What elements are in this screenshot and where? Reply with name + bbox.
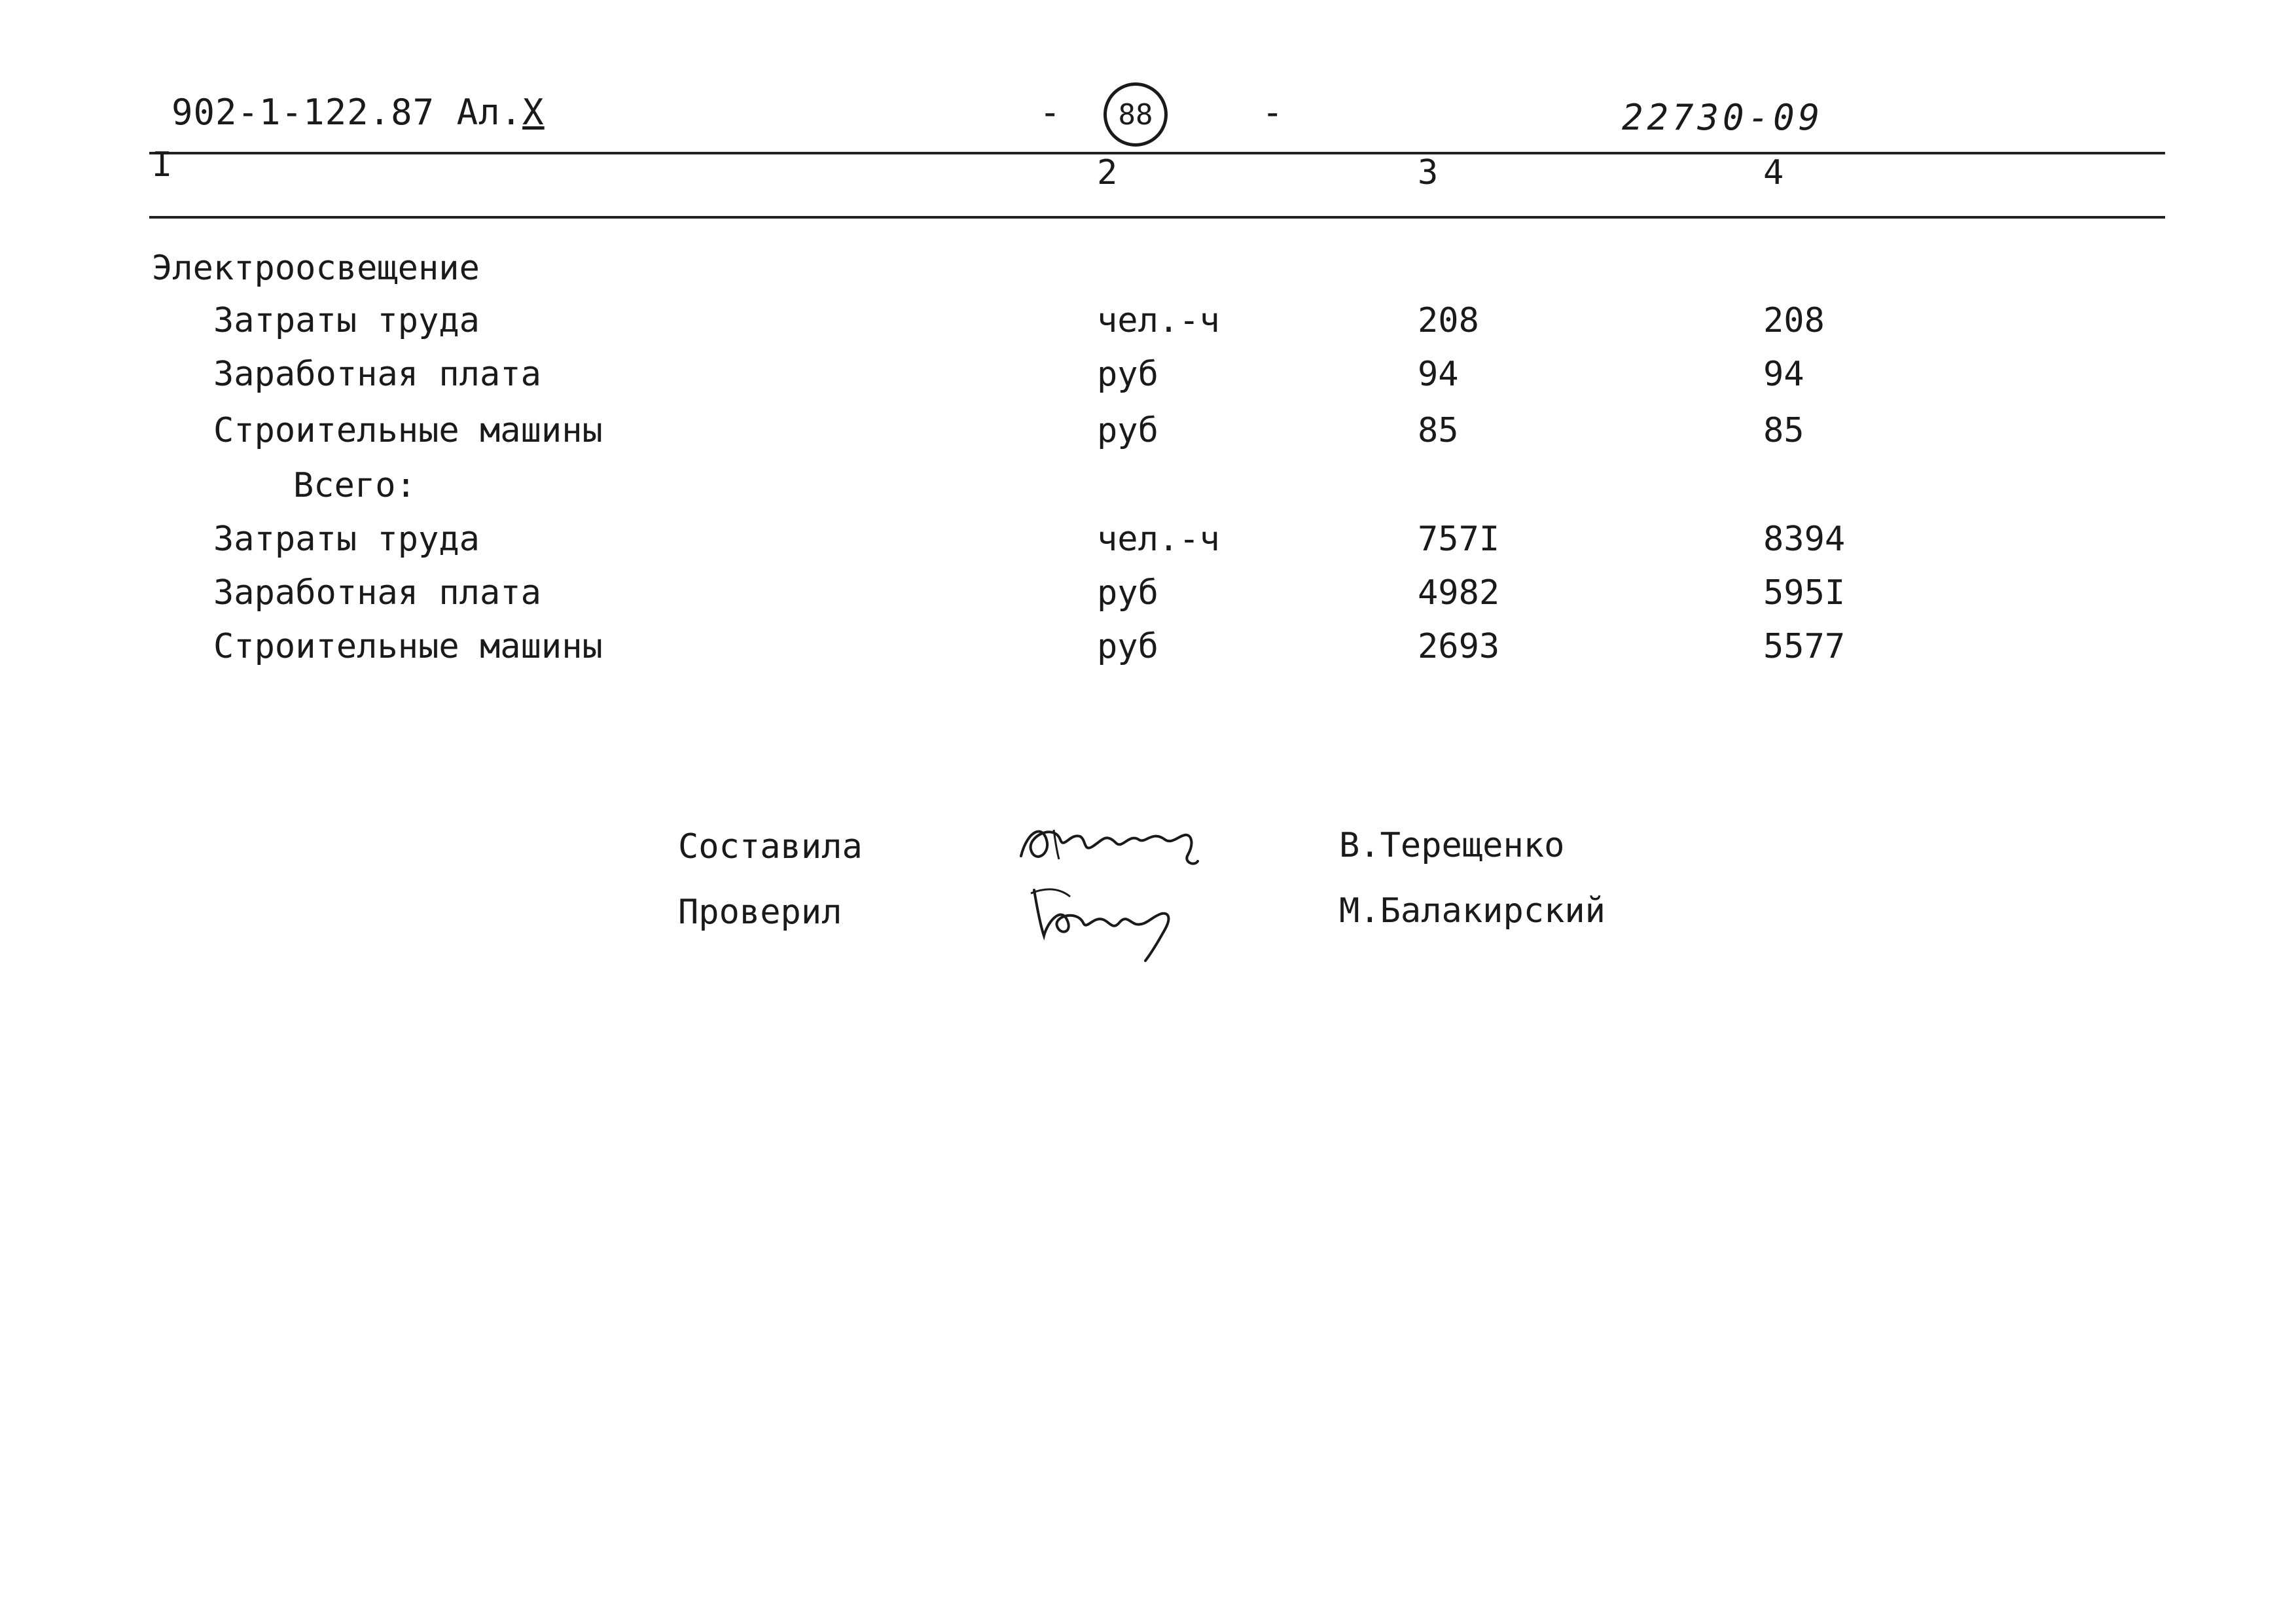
total-row-unit: руб [1097, 573, 1158, 613]
total-label: Всего: [293, 466, 416, 505]
column-number-1: I [152, 145, 173, 185]
column-number-4: 4 [1763, 153, 1784, 192]
total-row-value-col4: 8394 [1763, 520, 1846, 559]
album-roman-numeral: X [522, 92, 545, 133]
header-rule-bottom [149, 216, 2165, 219]
row-value-col3: 85 [1418, 411, 1459, 450]
column-number-2: 2 [1097, 153, 1118, 192]
total-row-value-col4: 5577 [1763, 627, 1846, 666]
section-title: Электроосвещение [152, 249, 480, 288]
signature-name-checked: М.Балакирский [1339, 891, 1605, 931]
header-dash-left: - [1039, 92, 1061, 133]
total-row-value-col4: 595I [1763, 573, 1846, 613]
signature-role-compiled: Составила [678, 827, 863, 866]
row-unit: руб [1097, 355, 1158, 394]
row-value-col4: 208 [1763, 301, 1825, 340]
handwritten-signature-checked [1021, 870, 1217, 962]
total-row-label: Заработная плата [213, 573, 541, 613]
row-value-col4: 94 [1763, 355, 1804, 394]
row-label: Заработная плата [213, 355, 541, 394]
total-row-label: Строительные машины [213, 627, 603, 666]
total-row-value-col3: 4982 [1418, 573, 1500, 613]
row-value-col3: 208 [1418, 301, 1479, 340]
document-number: 22730-09 [1622, 97, 1824, 138]
total-row-unit: руб [1097, 627, 1158, 666]
document-code-text: 902-1-122.87 Ал. [171, 92, 523, 133]
row-value-col3: 94 [1418, 355, 1459, 394]
page-number: 88 [1118, 98, 1153, 132]
total-row-value-col3: 2693 [1418, 627, 1500, 666]
signature-name-compiled: В.Терещенко [1339, 826, 1565, 865]
total-row-unit: чел.-ч [1097, 520, 1220, 559]
total-row-value-col3: 757I [1418, 520, 1500, 559]
signature-role-checked: Проверил [678, 893, 842, 932]
row-value-col4: 85 [1763, 411, 1804, 450]
row-label: Строительные машины [213, 411, 603, 450]
row-unit: руб [1097, 411, 1158, 450]
row-unit: чел.-ч [1097, 301, 1220, 340]
total-row-label: Затраты труда [213, 520, 480, 559]
page-number-circle [1103, 82, 1168, 147]
column-number-3: 3 [1418, 153, 1439, 192]
document-code [171, 92, 545, 133]
header-dash-right: - [1262, 92, 1283, 133]
row-label: Затраты труда [213, 301, 480, 340]
header-rule-top [149, 152, 2165, 154]
